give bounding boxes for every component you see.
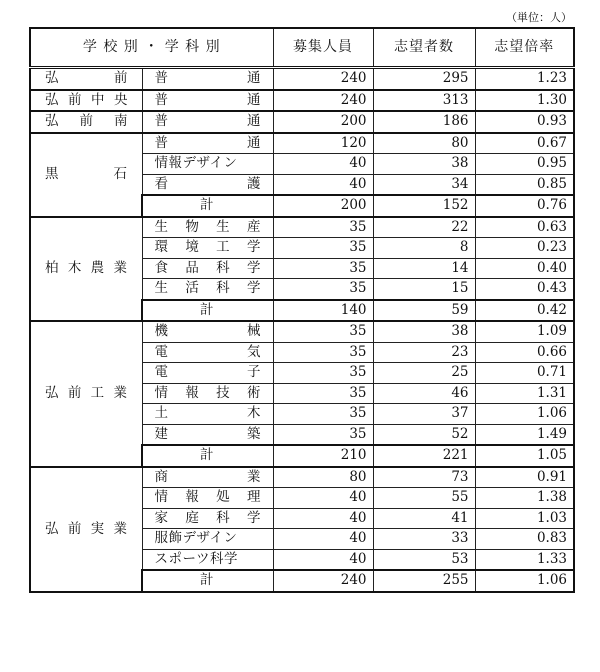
ratio-cell: 1.33	[475, 549, 574, 570]
dept-name: 電子	[142, 363, 273, 384]
capacity-cell: 40	[273, 154, 373, 175]
dept-name: 看護	[142, 174, 273, 195]
school-name: 弘前中央	[30, 90, 142, 112]
ratio-total: 1.06	[475, 570, 574, 592]
dept-name: 普通	[142, 111, 273, 133]
subtotal-label: 計	[142, 300, 273, 322]
table-row	[30, 321, 574, 342]
ratio-cell: 1.38	[475, 488, 574, 509]
subtotal-label: 計	[142, 195, 273, 217]
school-name: 弘前	[30, 68, 142, 90]
capacity-cell: 35	[273, 342, 373, 363]
capacity-cell: 40	[273, 174, 373, 195]
dept-name: 普通	[142, 90, 273, 112]
dept-name: 普通	[142, 68, 273, 90]
ratio-cell: 1.30	[475, 90, 574, 112]
applicants-cell: 38	[373, 154, 475, 175]
school-name: 弘前実業	[30, 467, 142, 592]
capacity-cell: 200	[273, 111, 373, 133]
applicants-total: 221	[373, 445, 475, 467]
school-name: 弘前南	[30, 111, 142, 133]
capacity-total: 240	[273, 570, 373, 592]
school-name: 柏木農業	[30, 217, 142, 322]
header-applicants: 志望者数	[373, 28, 475, 68]
applicants-total: 255	[373, 570, 475, 592]
ratio-cell: 0.91	[475, 467, 574, 488]
ratio-cell: 1.03	[475, 508, 574, 529]
header-row	[30, 28, 574, 68]
applicants-cell: 23	[373, 342, 475, 363]
capacity-cell: 40	[273, 549, 373, 570]
ratio-cell: 0.85	[475, 174, 574, 195]
applicants-cell: 34	[373, 174, 475, 195]
ratio-cell: 0.95	[475, 154, 574, 175]
ratio-cell: 1.09	[475, 321, 574, 342]
applicants-cell: 15	[373, 279, 475, 300]
ratio-cell: 1.06	[475, 404, 574, 425]
dept-name: 生物生産	[142, 217, 273, 238]
capacity-cell: 80	[273, 467, 373, 488]
ratio-cell: 0.66	[475, 342, 574, 363]
ratio-total: 0.76	[475, 195, 574, 217]
capacity-cell: 35	[273, 424, 373, 445]
dept-name: 生活科学	[142, 279, 273, 300]
header-school-dept: 学 校 別 ・ 学 科 別	[30, 28, 273, 68]
applicants-cell: 80	[373, 133, 475, 154]
capacity-cell: 35	[273, 217, 373, 238]
ratio-total: 0.42	[475, 300, 574, 322]
applicants-total: 59	[373, 300, 475, 322]
table-row	[30, 133, 574, 154]
applicants-cell: 186	[373, 111, 475, 133]
capacity-cell: 40	[273, 488, 373, 509]
applicants-cell: 52	[373, 424, 475, 445]
subtotal-label: 計	[142, 445, 273, 467]
dept-name: 普通	[142, 133, 273, 154]
ratio-cell: 1.49	[475, 424, 574, 445]
capacity-cell: 35	[273, 383, 373, 404]
table-row	[30, 217, 574, 238]
capacity-cell: 120	[273, 133, 373, 154]
dept-name: 建築	[142, 424, 273, 445]
capacity-total: 210	[273, 445, 373, 467]
dept-name: 家庭科学	[142, 508, 273, 529]
dept-name: 機械	[142, 321, 273, 342]
dept-name: 情報処理	[142, 488, 273, 509]
ratio-cell: 0.93	[475, 111, 574, 133]
capacity-cell: 35	[273, 363, 373, 384]
school-name: 黒石	[30, 133, 142, 217]
ratio-cell: 1.23	[475, 68, 574, 90]
ratio-cell: 1.31	[475, 383, 574, 404]
applicants-cell: 313	[373, 90, 475, 112]
dept-name: 情報技術	[142, 383, 273, 404]
dept-name: スポーツ科学	[142, 549, 273, 570]
table-row	[30, 111, 574, 133]
applicants-cell: 37	[373, 404, 475, 425]
applicants-cell: 46	[373, 383, 475, 404]
ratio-cell: 0.83	[475, 529, 574, 550]
capacity-cell: 240	[273, 90, 373, 112]
applicants-cell: 25	[373, 363, 475, 384]
applicants-cell: 38	[373, 321, 475, 342]
dept-name: 情報デザイン	[142, 154, 273, 175]
dept-name: 土木	[142, 404, 273, 425]
applicants-cell: 8	[373, 238, 475, 259]
applicants-cell: 55	[373, 488, 475, 509]
capacity-cell: 35	[273, 404, 373, 425]
ratio-cell: 0.23	[475, 238, 574, 259]
capacity-cell: 35	[273, 238, 373, 259]
capacity-cell: 40	[273, 529, 373, 550]
unit-note: （単位：人）	[506, 11, 572, 24]
dept-name: 電気	[142, 342, 273, 363]
applicants-cell: 53	[373, 549, 475, 570]
applicants-cell: 22	[373, 217, 475, 238]
table-row	[30, 68, 574, 90]
applicants-cell: 14	[373, 258, 475, 279]
school-name: 弘前工業	[30, 321, 142, 467]
ratio-cell: 0.63	[475, 217, 574, 238]
applicants-cell: 295	[373, 68, 475, 90]
ratio-cell: 0.67	[475, 133, 574, 154]
applicants-total: 152	[373, 195, 475, 217]
capacity-cell: 35	[273, 279, 373, 300]
capacity-cell: 35	[273, 321, 373, 342]
ratio-cell: 0.43	[475, 279, 574, 300]
header-ratio: 志望倍率	[475, 28, 574, 68]
applicants-cell: 41	[373, 508, 475, 529]
capacity-total: 140	[273, 300, 373, 322]
capacity-cell: 240	[273, 68, 373, 90]
capacity-total: 200	[273, 195, 373, 217]
subtotal-label: 計	[142, 570, 273, 592]
dept-name: 環境工学	[142, 238, 273, 259]
capacity-cell: 40	[273, 508, 373, 529]
ratio-total: 1.05	[475, 445, 574, 467]
table-row	[30, 90, 574, 112]
capacity-cell: 35	[273, 258, 373, 279]
dept-name: 服飾デザイン	[142, 529, 273, 550]
header-capacity: 募集人員	[273, 28, 373, 68]
applicants-cell: 73	[373, 467, 475, 488]
dept-name: 食品科学	[142, 258, 273, 279]
ratio-cell: 0.40	[475, 258, 574, 279]
applicants-cell: 33	[373, 529, 475, 550]
ratio-cell: 0.71	[475, 363, 574, 384]
table-row	[30, 467, 574, 488]
applicant-ratio-table	[29, 27, 575, 593]
dept-name: 商業	[142, 467, 273, 488]
